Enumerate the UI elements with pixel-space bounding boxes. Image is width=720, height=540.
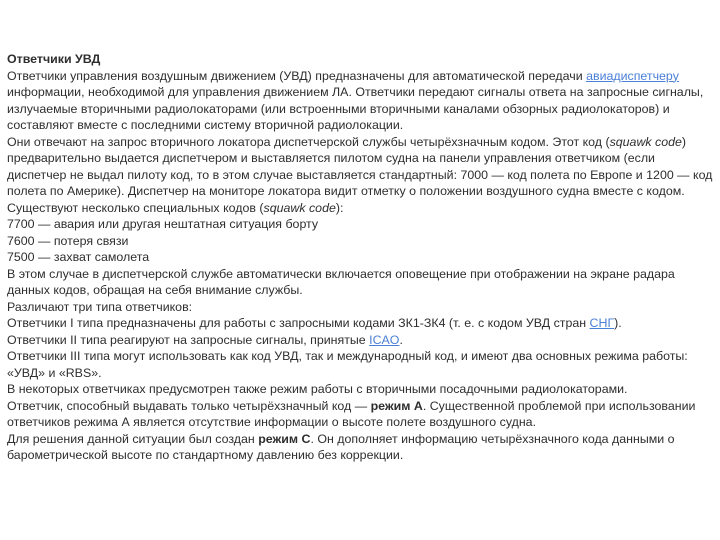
mode-a-text-start: Ответчик, способный выдавать только четырёхзначный код —: [7, 398, 371, 413]
link-sng[interactable]: СНГ: [589, 316, 615, 330]
type-2-text-end: .: [399, 332, 403, 347]
paragraph-mode-c: [7, 431, 717, 464]
paragraph-intro: [7, 68, 717, 134]
paragraph-alert: В этом случае в диспетчерской службе автоматически включается оповещение при отображении на экране радара данных кодов, обращая на себя внимание службы.: [7, 266, 675, 297]
paragraph-types-intro: Различают три типа ответчиков:: [7, 299, 193, 314]
code-text-end: ) предварительно выдается диспетчером и выставляется пилотом судна на панели управления ответчиком (если диспетчер не выдал пилоту код, то в этом случае выставляется стандартный: 7000 — код полета по Европе и 1200 — код полета по Америке). Диспетчер на мониторе локатора видит отметку о положении воздушного судна вместе с кодом.: [7, 134, 713, 198]
link-icao[interactable]: ICAO: [369, 332, 400, 347]
squawk-code-term-2: squawk code: [263, 200, 336, 215]
document-title: Ответчики УВД: [7, 52, 101, 66]
code-line-7700: 7700 — авария или другая нештатная ситуация борту: [7, 217, 319, 231]
squawk-code-term: squawk code: [609, 134, 682, 149]
intro-text-end: информации, необходимой для управления движением ЛА. Ответчики передают сигналы ответа на запросные сигналы, излучаемые вторичными радиолокаторами (или встроенными вторичными каналами обзорных радиолокаторов) и составляют вместе с последними систему вторичной радиолокации.: [7, 85, 704, 132]
mode-c-text-end: . Он дополняет информацию четырёхзначного кода данными о барометрической высоте по стандартному давлению без коррекции.: [7, 431, 675, 462]
code-line-7600: 7600 — потеря связи: [7, 233, 129, 248]
code-line-7500: 7500 — захват самолета: [7, 250, 150, 264]
paragraph-mode-a: [7, 398, 717, 431]
intro-text-start: Ответчики управления воздушным движением (УВД) предназначены для автоматической передачи: [7, 68, 587, 83]
paragraph-type-3: Ответчики III типа могут использовать как код УВД, так и международный код, и имеют два основных режима работы: «УВД» и «RBS».: [7, 349, 688, 380]
mode-a-text-end: . Существенной проблемой при использовании ответчиков режима А является отсутствие информации о высоте полете воздушного судна.: [7, 398, 696, 429]
paragraph-type-2: [7, 332, 717, 349]
document-body: [7, 51, 717, 464]
paragraph-type-1: [7, 315, 717, 332]
link-aviadispatcher[interactable]: авиадиспетчеру: [586, 68, 679, 83]
type-1-text-start: Ответчики I типа предназначены для работы с запросными кодами ЗК1-ЗК4 (т. е. с кодом УВД стран: [7, 316, 590, 330]
special-codes-text-end: ):: [335, 200, 344, 215]
mode-c-text-start: Для решения данной ситуации был создан: [7, 431, 259, 446]
paragraph-special-codes: [7, 200, 717, 217]
special-codes-text-start: Существуют несколько специальных кодов (: [7, 200, 264, 215]
mode-a-term: режим А: [370, 398, 423, 413]
paragraph-code-assignment: [7, 134, 717, 200]
paragraph-landing-mode: В некоторых ответчиках предусмотрен также режим работы с вторичными посадочными радиолокаторами.: [7, 382, 628, 396]
type-1-text-end: ).: [614, 316, 622, 330]
mode-c-term: режим С: [258, 431, 311, 446]
code-text-start: Они отвечают на запрос вторичного локатора диспетчерской службы четырёхзначным кодом. Этот код (: [7, 134, 610, 149]
type-2-text-start: Ответчики II типа реагируют на запросные сигналы, принятые: [7, 332, 370, 347]
